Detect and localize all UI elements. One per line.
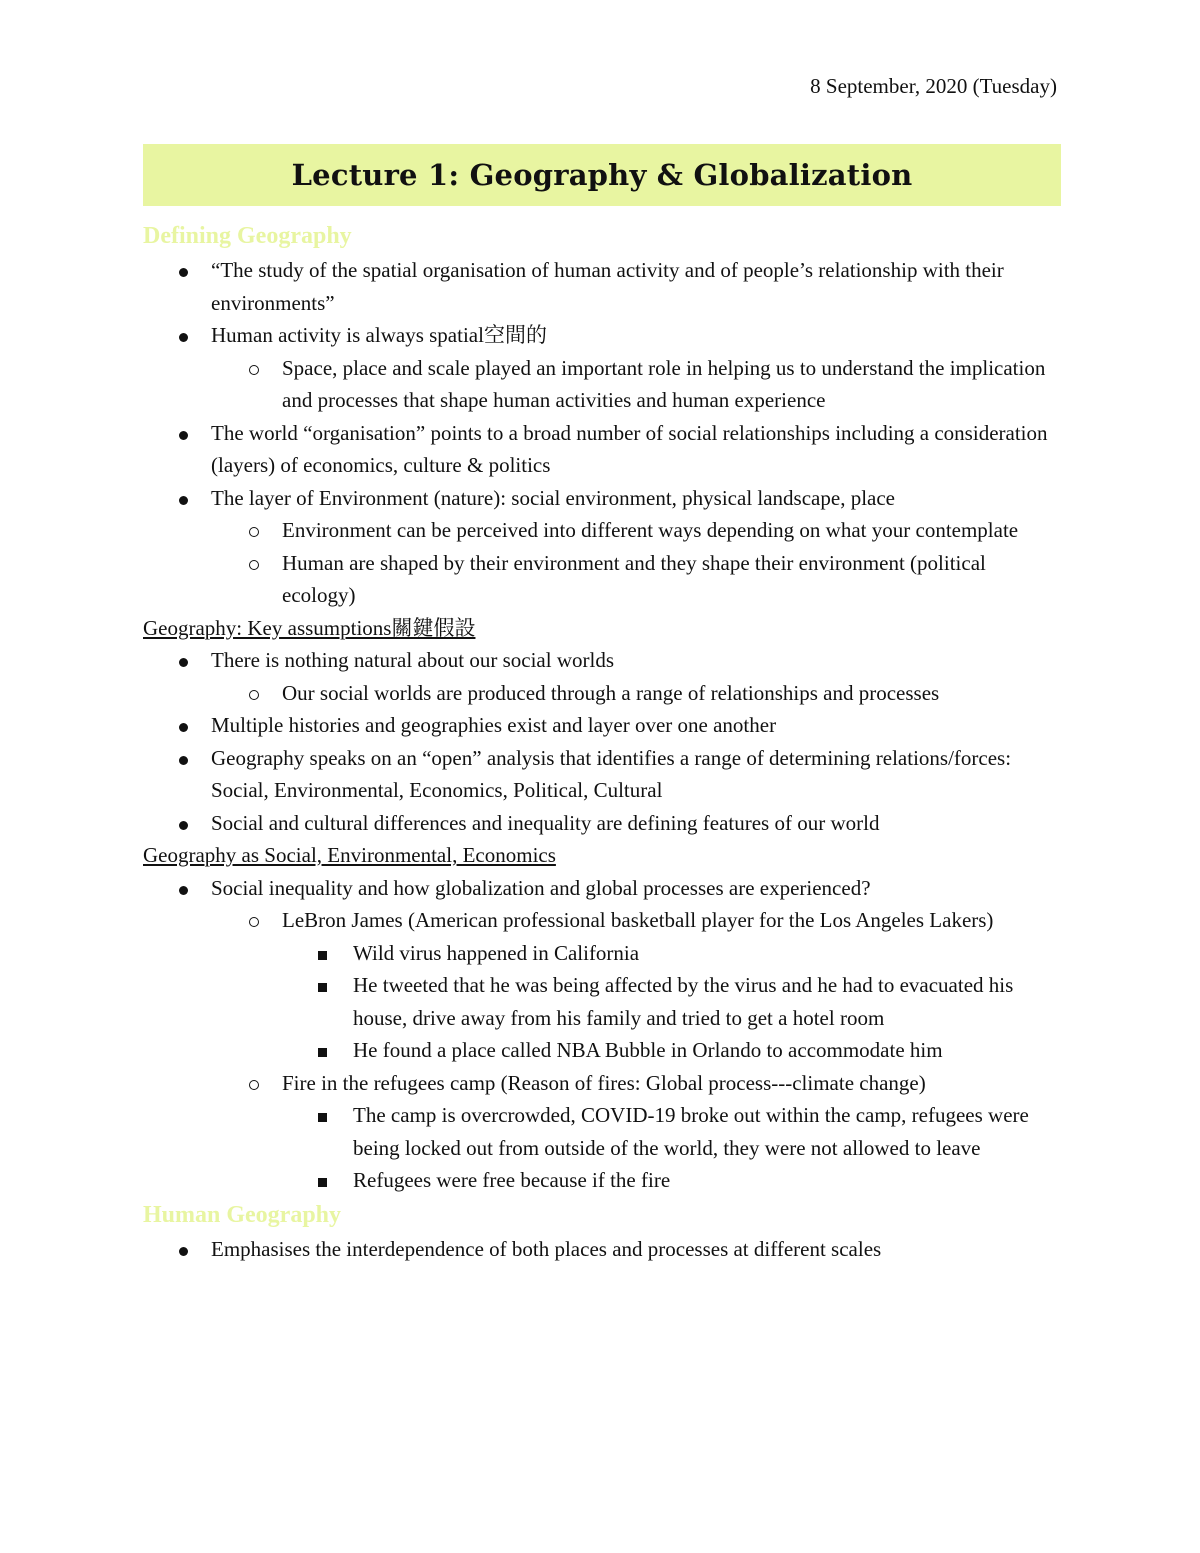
list-item: Our social worlds are produced through a range of relationships and processes — [143, 677, 1061, 710]
list-item: Human are shaped by their environment and they shape their environment (political ecology) — [143, 547, 1061, 612]
list-item: Environment can be perceived into different ways depending on what your contemplate — [143, 514, 1061, 547]
page-title: Lecture 1: Geography & Globalization — [291, 158, 913, 192]
bullet-square-icon — [318, 1034, 327, 1067]
list-item: Fire in the refugees camp (Reason of fires: Global process---climate change) — [143, 1067, 1061, 1100]
key-assumptions-list — [143, 644, 1061, 839]
subheading-key-assumptions: Geography: Key assumptions關鍵假設 — [143, 615, 476, 640]
human-geography-list — [143, 1233, 1061, 1266]
bullet-dot-icon — [179, 807, 188, 840]
bullet-dot-icon — [179, 872, 188, 905]
list-item: Wild virus happened in California — [143, 937, 1061, 970]
list-item: The layer of Environment (nature): social environment, physical landscape, place — [143, 482, 1061, 515]
list-item: Social inequality and how globalization and global processes are experienced? — [143, 872, 1061, 905]
bullet-dot-icon — [179, 644, 188, 677]
list-item: Geography speaks on an “open” analysis that identifies a range of determining relations/forces: Social, Environmental, Economics, Political, Cultural — [143, 742, 1061, 807]
list-item: He tweeted that he was being affected by the virus and he had to evacuated his house, drive away from his family and tried to get a hotel room — [143, 969, 1061, 1034]
bullet-square-icon — [318, 1099, 327, 1132]
lecture-date: 8 September, 2020 (Tuesday) — [810, 74, 1057, 98]
bullet-square-icon — [318, 969, 327, 1002]
bullet-dot-icon — [179, 319, 188, 352]
social-environmental-list — [143, 872, 1061, 1197]
list-item: There is nothing natural about our social worlds — [143, 644, 1061, 677]
bullet-circle-icon — [249, 1067, 259, 1100]
list-item: Emphasises the interdependence of both places and processes at different scales — [143, 1233, 1061, 1266]
section-heading-defining-geography: Defining Geography — [143, 223, 352, 249]
bullet-circle-icon — [249, 904, 259, 937]
bullet-circle-icon — [249, 547, 259, 580]
bullet-dot-icon — [179, 417, 188, 450]
bullet-dot-icon — [179, 709, 188, 742]
bullet-dot-icon — [179, 742, 188, 775]
list-item: The world “organisation” points to a broad number of social relationships including a consideration (layers) of economics, culture & politics — [143, 417, 1061, 482]
defining-geography-list — [143, 254, 1061, 612]
list-item: “The study of the spatial organisation of human activity and of people’s relationship with their environments” — [143, 254, 1061, 319]
title-banner — [143, 144, 1061, 206]
bullet-circle-icon — [249, 352, 259, 385]
bullet-circle-icon — [249, 677, 259, 710]
list-item: Human activity is always spatial空間的 — [143, 319, 1061, 352]
bullet-square-icon — [318, 937, 327, 970]
list-item: Multiple histories and geographies exist and layer over one another — [143, 709, 1061, 742]
section-heading-human-geography: Human Geography — [143, 1201, 342, 1228]
bullet-dot-icon — [179, 482, 188, 515]
bullet-dot-icon — [179, 254, 188, 287]
list-item: Space, place and scale played an important role in helping us to understand the implication and processes that shape human activities and human experience — [143, 352, 1061, 417]
bullet-dot-icon — [179, 1233, 188, 1266]
list-item: The camp is overcrowded, COVID-19 broke out within the camp, refugees were being locked out from outside of the world, they were not allowed to leave — [143, 1099, 1061, 1164]
subheading-social-environmental-economics: Geography as Social, Environmental, Economics — [143, 843, 556, 867]
bullet-square-icon — [318, 1164, 327, 1197]
list-item: He found a place called NBA Bubble in Orlando to accommodate him — [143, 1034, 1061, 1067]
list-item: LeBron James (American professional basketball player for the Los Angeles Lakers) — [143, 904, 1061, 937]
list-item: Social and cultural differences and inequality are defining features of our world — [143, 807, 1061, 840]
list-item: Refugees were free because if the fire — [143, 1164, 1061, 1197]
bullet-circle-icon — [249, 514, 259, 547]
notes-body — [143, 218, 1061, 1265]
